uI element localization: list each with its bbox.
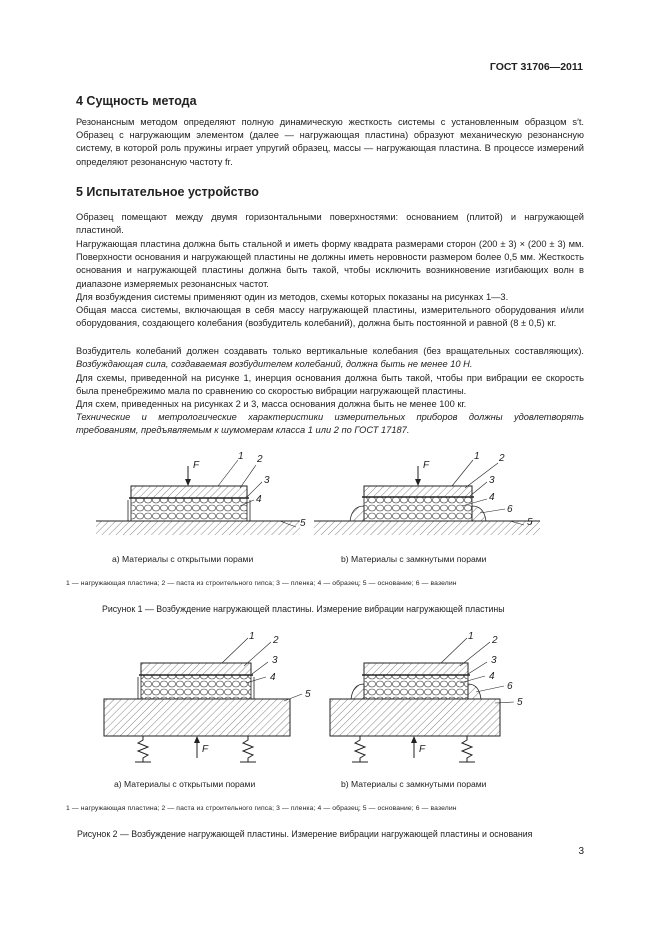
fig1b-force-label: F (423, 460, 430, 471)
figure-2-title: Рисунок 2 — Возбуждение нагружающей пластины. Измерение вибрации нагружающей пластины и основания (77, 829, 533, 839)
fig2a-label-3: 3 (272, 655, 278, 666)
fig2b-force-label: F (419, 744, 426, 755)
paragraph-base-mass: Для схем, приведенных на рисунках 2 и 3, масса основания должна быть не менее 100 кг. (76, 399, 467, 409)
fig2b-label-1: 1 (468, 631, 474, 642)
fig1-subcaption-b: b) Материалы с замкнутыми порами (341, 554, 487, 564)
document-id: ГОСТ 31706—2011 (489, 61, 583, 73)
fig2-subcaption-a: а) Материалы с открытыми порами (114, 779, 256, 789)
fig1b-label-4: 4 (489, 492, 495, 503)
fig2a-force-label: F (202, 744, 209, 755)
fig1a-label-2: 2 (257, 454, 263, 465)
fig2b-label-3: 3 (491, 655, 497, 666)
fig2-legend: 1 — нагружающая пластина; 2 — паста из строительного гипса; 3 — пленка; 4 — образец; 5 — основание; 6 — вазелин (66, 805, 457, 812)
fig2-subcaption-b: b) Материалы с замкнутыми порами (341, 779, 487, 789)
figure-1b-closed-pores (314, 451, 540, 535)
fig1a-label-4: 4 (256, 494, 262, 505)
paragraph-sample-placement: Образец помещают между двумя горизонтальными поверхностями: основанием (плитой) и нагружающей пластиной. (76, 212, 584, 236)
fig2a-label-1: 1 (249, 631, 255, 642)
exciter-text: Возбудитель колебаний должен создавать только вертикальные колебания (без вращательных составляющих). (76, 346, 584, 356)
figure-1a-open-pores (96, 451, 306, 535)
fig1a-force-label: F (193, 460, 200, 471)
fig1b-label-3: 3 (489, 475, 495, 486)
paragraph-base-inertia: Для схемы, приведенной на рисунке 1, инерция основания должна быть такой, чтобы при вибрации ее скорость была пренебрежимо мала по сравнению со скоростью вибрации нагружающей пластины. (76, 373, 584, 397)
exciter-force-text: Возбуждающая сила, создаваемая возбудителем колебаний, должна быть не менее 10 Н. (76, 359, 473, 370)
figure-2a-open-pores (104, 631, 311, 762)
fig1a-label-3: 3 (264, 475, 270, 486)
section-4-title: 4 Сущность метода (76, 94, 197, 108)
figure-1-title: Рисунок 1 — Возбуждение нагружающей пластины. Измерение вибрации нагружающей пластины (102, 604, 505, 614)
paragraph-instrument-requirements: Технические и метрологические характеристики измерительных приборов должны удовлетворять требованиям, предъявляемым к шумомерам класса 1 или 2 по ГОСТ 17187. (76, 412, 584, 436)
paragraph-excitation-methods: Для возбуждения системы применяют один из методов, схемы которых показаны на рисунках 1—3. (76, 292, 509, 302)
paragraph-system-mass: Общая масса системы, включающая в себя массу нагружающей пластины, измерительного оборудования и/или оборудования, создающего колебания (возбудитель колебаний), должна быть постоянной и равной (8 ± 0,5) кг. (76, 305, 584, 329)
section-4-paragraph: Резонансным методом определяют полную динамическую жесткость системы с установленным образцом s′t. Образец с нагружающим элементом (далее — нагружающая пластина) образуют механическую резонансную систему, в которой роль пружины играет упругий образец, массы — нагружающая пластина. В процессе измерений определяют резонансную частоту fr. (76, 117, 584, 167)
fig2b-label-5: 5 (517, 697, 523, 708)
fig2a-label-2: 2 (273, 635, 279, 646)
fig1b-label-5: 5 (527, 517, 533, 528)
fig1-subcaption-a: а) Материалы с открытыми порами (112, 554, 254, 564)
fig2b-label-2: 2 (492, 635, 498, 646)
fig2a-label-5: 5 (305, 689, 311, 700)
fig1a-label-5: 5 (300, 518, 306, 529)
fig1b-label-6: 6 (507, 504, 513, 515)
fig2a-label-4: 4 (270, 672, 276, 683)
fig1a-label-1: 1 (238, 451, 244, 462)
fig1b-label-2: 2 (499, 453, 505, 464)
fig2b-label-4: 4 (489, 671, 495, 682)
paragraph-plate-requirements: Нагружающая пластина должна быть стальной и иметь форму квадрата размерами сторон (200 ± 3) × (200 ± 3) мм. Поверхности основания и нагружающей пластины не должны иметь неровности размером более 0,5 мм. Жесткость основания и нагружающей пластины должна быть такой, чтобы исключить возникновение изгибающих волн в диапазоне измеряемых резонансных частот. (76, 239, 584, 289)
section-5-title: 5 Испытательное устройство (76, 185, 259, 199)
fig1b-label-1: 1 (474, 451, 480, 462)
figure-2b-closed-pores (330, 631, 523, 762)
fig1-legend: 1 — нагружающая пластина; 2 — паста из строительного гипса; 3 — пленка; 4 — образец; 5 — основание; 6 — вазелин (66, 580, 457, 587)
fig2b-label-6: 6 (507, 681, 513, 692)
page-number: 3 (578, 846, 584, 857)
